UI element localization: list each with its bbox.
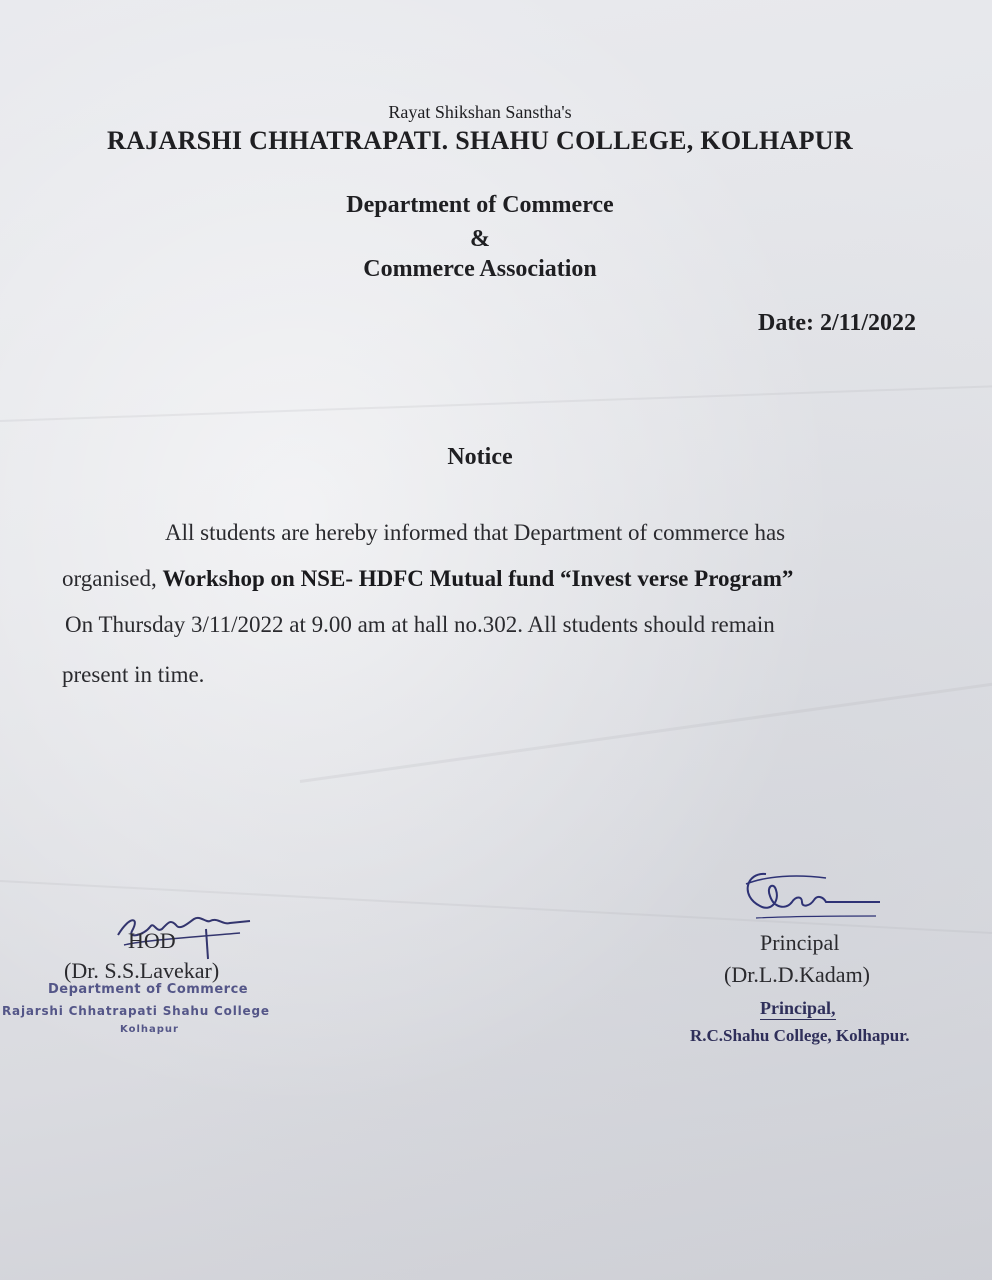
notice-body-text: organised, — [62, 566, 163, 591]
notice-body-line: All students are hereby informed that Department of commerce has — [165, 520, 786, 545]
hod-stamp-line: Kolhapur — [120, 1024, 179, 1035]
notice-body-line: On Thursday 3/11/2022 at 9.00 am at hall no.302. All students should remain — [65, 612, 775, 637]
notice-date: Date: 2/11/2022 — [758, 310, 916, 336]
college-name: RAJARSHI CHHATRAPATI. SHAHU COLLEGE, KOLHAPUR — [107, 126, 853, 155]
hod-title: HOD — [128, 928, 176, 953]
principal-title: Principal — [760, 930, 840, 955]
notice-body-line — [62, 566, 793, 592]
principal-name: (Dr.L.D.Kadam) — [724, 962, 871, 987]
ampersand: & — [470, 226, 490, 252]
association-name: Commerce Association — [363, 256, 597, 282]
notice-title: Notice — [447, 444, 513, 470]
principal-stamp-title: Principal, — [760, 998, 836, 1018]
college-stamp: R.C.Shahu College, Kolhapur. — [690, 1026, 910, 1045]
hod-stamp-line: Rajarshi Chhatrapati Shahu College — [2, 1004, 270, 1018]
department-name: Department of Commerce — [346, 192, 614, 218]
hod-name: (Dr. S.S.Lavekar) — [64, 958, 220, 983]
paper-crease — [0, 382, 992, 422]
sanstha-name: Rayat Shikshan Sanstha's — [388, 102, 572, 122]
paper-crease — [300, 655, 992, 783]
workshop-title: Workshop on NSE- HDFC Mutual fund “Invest verse Program” — [162, 566, 794, 591]
hod-stamp-line: Department of Commerce — [48, 982, 249, 997]
notice-body-line: present in time. — [62, 662, 205, 687]
principal-signature — [736, 866, 886, 926]
